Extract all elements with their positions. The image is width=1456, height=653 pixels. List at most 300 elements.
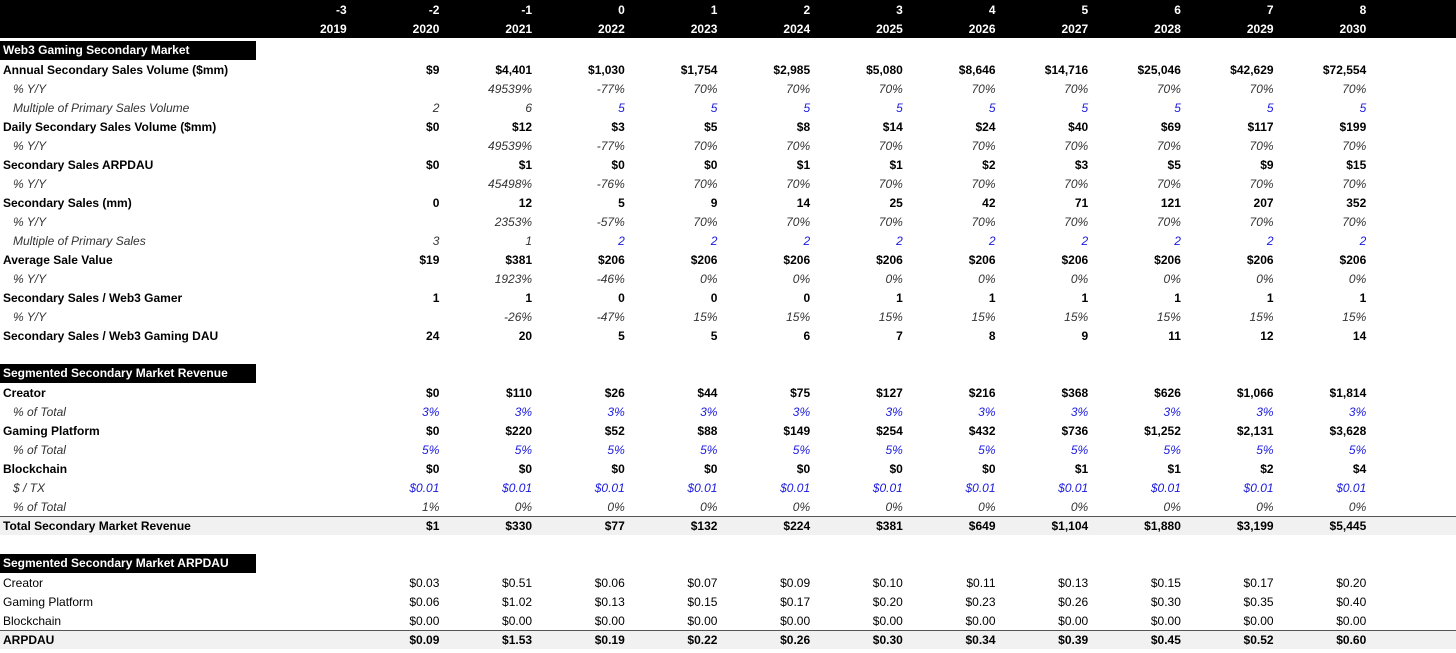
data-cell[interactable]: $0.35 — [1243, 594, 1274, 609]
year-cell[interactable]: 2028 — [1154, 21, 1181, 36]
data-cell[interactable]: $3,628 — [1329, 423, 1367, 438]
data-cell[interactable]: 70% — [693, 214, 718, 229]
row-label[interactable]: % Y/Y — [13, 81, 47, 96]
data-cell[interactable]: $0.11 — [966, 575, 996, 590]
row-label[interactable]: % Y/Y — [13, 176, 47, 191]
data-cell[interactable]: 5 — [803, 100, 811, 115]
data-cell[interactable]: $0.00 — [1243, 613, 1274, 628]
data-cell[interactable]: $254 — [876, 423, 903, 438]
data-cell[interactable]: 70% — [1156, 138, 1181, 153]
data-cell[interactable]: 70% — [1249, 138, 1274, 153]
data-cell[interactable]: -76% — [596, 176, 625, 191]
data-cell[interactable]: 2 — [803, 233, 811, 248]
data-cell[interactable]: 1 — [988, 290, 996, 305]
data-cell[interactable]: 15% — [1064, 309, 1089, 324]
data-cell[interactable]: 1 — [896, 290, 903, 305]
data-cell[interactable]: $206 — [598, 252, 625, 267]
data-cell[interactable]: $0.01 — [409, 480, 440, 495]
data-cell[interactable]: $0.17 — [1243, 575, 1274, 590]
period-offset-cell[interactable]: -1 — [521, 2, 533, 17]
data-cell[interactable]: $0.52 — [1243, 633, 1274, 647]
data-cell[interactable]: 3% — [1163, 404, 1181, 419]
data-cell[interactable]: $1 — [518, 157, 533, 172]
data-cell[interactable]: 3% — [978, 404, 996, 419]
data-cell[interactable]: 2 — [1174, 233, 1181, 248]
data-cell[interactable]: 5% — [422, 442, 440, 457]
data-cell[interactable]: 121 — [1160, 195, 1181, 210]
data-cell[interactable]: 0 — [803, 290, 811, 305]
data-cell[interactable]: 70% — [1064, 176, 1089, 191]
data-cell[interactable]: 0% — [1348, 271, 1367, 286]
data-cell[interactable]: 3% — [1070, 404, 1089, 419]
data-cell[interactable]: $0.00 — [594, 613, 625, 628]
section-title[interactable]: Segmented Secondary Market ARPDAU — [0, 554, 256, 573]
data-cell[interactable]: 0% — [792, 499, 811, 514]
row-label[interactable]: Creator — [3, 385, 46, 400]
period-offset-cell[interactable]: 4 — [988, 2, 996, 17]
data-cell[interactable]: 0% — [514, 499, 533, 514]
data-cell[interactable]: 3% — [700, 404, 718, 419]
data-cell[interactable]: $9 — [426, 62, 440, 77]
data-cell[interactable]: $1 — [796, 157, 811, 172]
data-cell[interactable]: 5 — [1359, 100, 1367, 115]
period-offset-cell[interactable]: -3 — [336, 2, 347, 17]
data-cell[interactable]: $0 — [426, 385, 440, 400]
data-cell[interactable]: 70% — [971, 81, 996, 96]
data-cell[interactable]: 0% — [885, 499, 903, 514]
year-cell[interactable]: 2030 — [1339, 21, 1367, 36]
year-cell[interactable]: 2020 — [412, 21, 440, 36]
data-cell[interactable]: 0 — [618, 290, 625, 305]
data-cell[interactable]: $0.01 — [780, 480, 811, 495]
data-cell[interactable]: 3% — [1348, 404, 1367, 419]
data-cell[interactable]: $0.39 — [1058, 633, 1089, 647]
data-cell[interactable]: 0% — [1070, 271, 1089, 286]
data-cell[interactable]: 5% — [700, 442, 718, 457]
data-cell[interactable]: 5% — [1163, 442, 1181, 457]
period-offset-cell[interactable]: 6 — [1174, 2, 1181, 17]
data-cell[interactable]: $0.26 — [1058, 594, 1089, 609]
data-cell[interactable]: $2 — [982, 157, 996, 172]
data-cell[interactable]: 7 — [896, 328, 903, 343]
data-cell[interactable]: $14,716 — [1044, 62, 1089, 77]
data-cell[interactable]: 5 — [710, 100, 718, 115]
data-cell[interactable]: 12 — [1260, 328, 1274, 343]
data-cell[interactable]: $1,814 — [1329, 385, 1367, 400]
data-cell[interactable]: 9 — [710, 195, 718, 210]
data-cell[interactable]: 352 — [1346, 195, 1367, 210]
data-cell[interactable]: 70% — [1064, 214, 1089, 229]
data-cell[interactable]: $3 — [611, 119, 625, 134]
data-cell[interactable]: $432 — [968, 423, 996, 438]
data-cell[interactable]: 2 — [710, 233, 718, 248]
data-cell[interactable]: 5% — [978, 442, 996, 457]
data-cell[interactable]: $0.01 — [1243, 480, 1274, 495]
data-cell[interactable]: $2,131 — [1236, 423, 1274, 438]
data-cell[interactable]: 14 — [1352, 328, 1367, 343]
section-title[interactable]: Segmented Secondary Market Revenue — [0, 364, 256, 383]
data-cell[interactable]: $626 — [1154, 385, 1181, 400]
row-label[interactable]: Blockchain — [3, 613, 62, 628]
data-cell[interactable]: 1 — [525, 233, 533, 248]
data-cell[interactable]: 0% — [1070, 499, 1089, 514]
data-cell[interactable]: $8,646 — [958, 62, 996, 77]
data-cell[interactable]: 70% — [786, 214, 811, 229]
data-cell[interactable]: 2 — [618, 233, 625, 248]
data-cell[interactable]: $1 — [1167, 461, 1181, 476]
data-cell[interactable]: 70% — [878, 214, 903, 229]
data-cell[interactable]: $0.06 — [594, 575, 625, 590]
row-label[interactable]: % of Total — [13, 404, 66, 419]
data-cell[interactable]: 2 — [1359, 233, 1367, 248]
year-cell[interactable]: 2022 — [598, 21, 625, 36]
data-cell[interactable]: -46% — [596, 271, 625, 286]
data-cell[interactable]: $0.15 — [1150, 575, 1181, 590]
data-cell[interactable]: 3% — [1256, 404, 1274, 419]
data-cell[interactable]: 49539% — [488, 138, 533, 153]
data-cell[interactable]: $5 — [1167, 157, 1181, 172]
data-cell[interactable]: $5,080 — [866, 62, 903, 77]
data-cell[interactable]: $330 — [505, 519, 533, 533]
data-cell[interactable]: $127 — [876, 385, 903, 400]
row-label[interactable]: % Y/Y — [13, 138, 47, 153]
data-cell[interactable]: $1.53 — [502, 633, 533, 647]
data-cell[interactable]: $0.07 — [687, 575, 718, 590]
data-cell[interactable]: 5 — [896, 100, 903, 115]
row-label[interactable]: % of Total — [13, 499, 66, 514]
year-cell[interactable]: 2023 — [690, 21, 718, 36]
data-cell[interactable]: $132 — [690, 519, 718, 533]
data-cell[interactable]: $199 — [1339, 119, 1367, 134]
data-cell[interactable]: $0 — [611, 157, 625, 172]
data-cell[interactable]: -77% — [596, 138, 625, 153]
data-cell[interactable]: $220 — [505, 423, 533, 438]
period-offset-cell[interactable]: 0 — [618, 2, 625, 17]
data-cell[interactable]: $206 — [1339, 252, 1367, 267]
data-cell[interactable]: 1 — [1081, 290, 1089, 305]
data-cell[interactable]: 5 — [618, 328, 625, 343]
data-cell[interactable]: 2 — [988, 233, 996, 248]
data-cell[interactable]: 1 — [525, 290, 533, 305]
data-cell[interactable]: $14 — [882, 119, 903, 134]
data-cell[interactable]: 70% — [693, 176, 718, 191]
year-cell[interactable]: 2021 — [505, 21, 533, 36]
data-cell[interactable]: $1,066 — [1236, 385, 1274, 400]
data-cell[interactable]: 70% — [1156, 81, 1181, 96]
row-label[interactable]: Daily Secondary Sales Volume ($mm) — [3, 119, 217, 134]
row-label[interactable]: Blockchain — [3, 461, 68, 476]
data-cell[interactable]: $2,985 — [773, 62, 811, 77]
year-cell[interactable]: 2026 — [968, 21, 996, 36]
data-cell[interactable]: $1,880 — [1144, 519, 1181, 533]
data-cell[interactable]: 0% — [700, 271, 718, 286]
data-cell[interactable]: $206 — [1061, 252, 1089, 267]
data-cell[interactable]: $0.13 — [1058, 575, 1089, 590]
year-cell[interactable]: 2019 — [319, 21, 347, 36]
data-cell[interactable]: $381 — [876, 519, 903, 533]
data-cell[interactable]: $0.01 — [965, 480, 996, 495]
data-cell[interactable]: 0% — [1256, 271, 1274, 286]
data-cell[interactable]: $0 — [796, 461, 811, 476]
data-cell[interactable]: 70% — [1156, 214, 1181, 229]
data-cell[interactable]: $88 — [697, 423, 718, 438]
data-cell[interactable]: $0 — [518, 461, 533, 476]
data-cell[interactable]: $0.09 — [409, 633, 440, 647]
row-label[interactable]: Gaming Platform — [3, 423, 100, 438]
data-cell[interactable]: $8 — [796, 119, 811, 134]
period-offset-cell[interactable]: 7 — [1266, 2, 1274, 17]
data-cell[interactable]: 5% — [1070, 442, 1089, 457]
data-cell[interactable]: $0.22 — [687, 633, 718, 647]
data-cell[interactable]: 3% — [607, 404, 625, 419]
row-label[interactable]: $ / TX — [13, 480, 46, 495]
data-cell[interactable]: 70% — [1249, 176, 1274, 191]
data-cell[interactable]: $5,445 — [1329, 519, 1367, 533]
row-label[interactable]: Secondary Sales ARPDAU — [3, 157, 154, 172]
period-offset-cell[interactable]: 1 — [710, 2, 718, 17]
data-cell[interactable]: $206 — [783, 252, 811, 267]
data-cell[interactable]: 1 — [1359, 290, 1367, 305]
data-cell[interactable]: 0% — [792, 271, 811, 286]
data-cell[interactable]: $0 — [704, 157, 718, 172]
data-cell[interactable]: 5% — [607, 442, 625, 457]
data-cell[interactable]: $0.15 — [687, 594, 718, 609]
data-cell[interactable]: $0.01 — [594, 480, 625, 495]
period-offset-cell[interactable]: 8 — [1359, 2, 1367, 17]
row-label[interactable]: Secondary Sales (mm) — [3, 195, 132, 210]
data-cell[interactable]: 3% — [514, 404, 533, 419]
data-cell[interactable]: 5 — [710, 328, 718, 343]
year-cell[interactable]: 2027 — [1061, 21, 1089, 36]
data-cell[interactable]: 0% — [885, 271, 903, 286]
data-cell[interactable]: $0.00 — [1150, 613, 1181, 628]
data-cell[interactable]: 45498% — [488, 176, 533, 191]
data-cell[interactable]: 70% — [971, 176, 996, 191]
data-cell[interactable]: $0.00 — [687, 613, 718, 628]
data-cell[interactable]: 0 — [710, 290, 718, 305]
data-cell[interactable]: 5% — [1256, 442, 1274, 457]
data-cell[interactable]: 0% — [700, 499, 718, 514]
data-cell[interactable]: 70% — [878, 138, 903, 153]
data-cell[interactable]: $0.13 — [594, 594, 625, 609]
section-title[interactable]: Web3 Gaming Secondary Market — [0, 41, 256, 60]
data-cell[interactable]: $0.34 — [965, 633, 996, 647]
data-cell[interactable]: $0 — [426, 461, 440, 476]
data-cell[interactable]: $206 — [690, 252, 718, 267]
data-cell[interactable]: 2 — [896, 233, 903, 248]
data-cell[interactable]: 6 — [525, 100, 533, 115]
data-cell[interactable]: 24 — [426, 328, 440, 343]
year-cell[interactable]: 2025 — [876, 21, 903, 36]
data-cell[interactable]: 15% — [878, 309, 903, 324]
data-cell[interactable]: $1,754 — [680, 62, 718, 77]
data-cell[interactable]: $3 — [1074, 157, 1089, 172]
data-cell[interactable]: 1 — [432, 290, 440, 305]
data-cell[interactable]: 1 — [1266, 290, 1274, 305]
data-cell[interactable]: $381 — [505, 252, 533, 267]
data-cell[interactable]: $1,104 — [1051, 519, 1089, 533]
data-cell[interactable]: $15 — [1346, 157, 1367, 172]
data-cell[interactable]: 0% — [1163, 499, 1181, 514]
row-label[interactable]: Multiple of Primary Sales Volume — [13, 100, 190, 115]
data-cell[interactable]: 5% — [885, 442, 903, 457]
data-cell[interactable]: $25,046 — [1137, 62, 1181, 77]
data-cell[interactable]: $40 — [1068, 119, 1089, 134]
data-cell[interactable]: 2353% — [494, 214, 533, 229]
data-cell[interactable]: 6 — [803, 328, 811, 343]
data-cell[interactable]: 0% — [978, 499, 996, 514]
data-cell[interactable]: 0% — [1348, 499, 1367, 514]
row-label[interactable]: Gaming Platform — [3, 594, 94, 609]
data-cell[interactable]: 15% — [1249, 309, 1274, 324]
data-cell[interactable]: 0% — [607, 499, 625, 514]
data-cell[interactable]: $0.20 — [872, 594, 903, 609]
year-cell[interactable]: 2029 — [1246, 21, 1274, 36]
data-cell[interactable]: 11 — [1168, 328, 1181, 343]
data-cell[interactable]: 70% — [1249, 214, 1274, 229]
data-cell[interactable]: 70% — [1249, 81, 1274, 96]
data-cell[interactable]: $0.26 — [780, 633, 811, 647]
data-cell[interactable]: $0.00 — [965, 613, 996, 628]
data-cell[interactable]: 70% — [693, 138, 718, 153]
data-cell[interactable]: $72,554 — [1322, 62, 1367, 77]
data-cell[interactable]: $368 — [1061, 385, 1089, 400]
data-cell[interactable]: $0.30 — [872, 633, 903, 647]
data-cell[interactable]: $117 — [1247, 119, 1274, 134]
data-cell[interactable]: $12 — [512, 119, 533, 134]
data-cell[interactable]: 15% — [1156, 309, 1181, 324]
data-cell[interactable]: $4 — [1352, 461, 1367, 476]
row-label[interactable]: % Y/Y — [13, 309, 47, 324]
data-cell[interactable]: 5 — [1266, 100, 1274, 115]
data-cell[interactable]: -26% — [504, 309, 533, 324]
data-cell[interactable]: 5 — [618, 100, 625, 115]
data-cell[interactable]: 2 — [1266, 233, 1274, 248]
data-cell[interactable]: $216 — [968, 385, 996, 400]
data-cell[interactable]: -57% — [596, 214, 625, 229]
data-cell[interactable]: $24 — [975, 119, 996, 134]
data-cell[interactable]: $26 — [604, 385, 625, 400]
data-cell[interactable]: $1 — [1074, 461, 1089, 476]
data-cell[interactable]: $0.09 — [780, 575, 811, 590]
data-cell[interactable]: $44 — [697, 385, 718, 400]
data-cell[interactable]: 70% — [878, 176, 903, 191]
data-cell[interactable]: $0.30 — [1150, 594, 1181, 609]
period-offset-cell[interactable]: -2 — [428, 2, 440, 17]
data-cell[interactable]: 1923% — [494, 271, 533, 286]
data-cell[interactable]: 0 — [432, 195, 440, 210]
data-cell[interactable]: -77% — [596, 81, 625, 96]
data-cell[interactable]: $75 — [790, 385, 811, 400]
data-cell[interactable]: $0.45 — [1150, 633, 1181, 647]
data-cell[interactable]: $0.00 — [1058, 613, 1089, 628]
data-cell[interactable]: 3 — [432, 233, 440, 248]
data-cell[interactable]: 1% — [422, 499, 440, 514]
data-cell[interactable]: $649 — [968, 519, 996, 533]
data-cell[interactable]: $1,252 — [1144, 423, 1181, 438]
data-cell[interactable]: $206 — [1246, 252, 1274, 267]
row-label[interactable]: % Y/Y — [13, 271, 47, 286]
row-label[interactable]: Total Secondary Market Revenue — [3, 519, 191, 533]
data-cell[interactable]: 5 — [1174, 100, 1181, 115]
data-cell[interactable]: $1 — [889, 157, 903, 172]
data-cell[interactable]: 9 — [1081, 328, 1089, 343]
data-cell[interactable]: $0.17 — [780, 594, 811, 609]
data-cell[interactable]: 15% — [971, 309, 996, 324]
data-cell[interactable]: $0.01 — [1058, 480, 1089, 495]
data-cell[interactable]: 70% — [1342, 176, 1367, 191]
data-cell[interactable]: 14 — [796, 195, 811, 210]
period-offset-cell[interactable]: 5 — [1081, 2, 1089, 17]
data-cell[interactable]: $42,629 — [1230, 62, 1274, 77]
data-cell[interactable]: $206 — [968, 252, 996, 267]
data-cell[interactable]: $110 — [506, 385, 533, 400]
data-cell[interactable]: 70% — [1342, 81, 1367, 96]
data-cell[interactable]: 0% — [1163, 271, 1181, 286]
data-cell[interactable]: 25 — [889, 195, 903, 210]
data-cell[interactable]: 70% — [786, 138, 811, 153]
data-cell[interactable]: 5 — [988, 100, 996, 115]
data-cell[interactable]: 3% — [792, 404, 811, 419]
data-cell[interactable]: 5% — [514, 442, 533, 457]
data-cell[interactable]: $224 — [783, 519, 811, 533]
data-cell[interactable]: 70% — [1064, 81, 1089, 96]
data-cell[interactable]: 70% — [1342, 214, 1367, 229]
data-cell[interactable]: $0 — [426, 119, 440, 134]
data-cell[interactable]: $0.19 — [594, 633, 625, 647]
data-cell[interactable]: $0 — [426, 157, 440, 172]
data-cell[interactable]: $0.01 — [502, 480, 533, 495]
data-cell[interactable]: $0 — [889, 461, 903, 476]
period-offset-cell[interactable]: 3 — [896, 2, 903, 17]
data-cell[interactable]: 5% — [792, 442, 811, 457]
data-cell[interactable]: 15% — [1342, 309, 1367, 324]
data-cell[interactable]: 12 — [518, 195, 533, 210]
data-cell[interactable]: 3% — [422, 404, 440, 419]
data-cell[interactable]: 8 — [988, 328, 996, 343]
data-cell[interactable]: $206 — [1154, 252, 1181, 267]
data-cell[interactable]: 70% — [878, 81, 903, 96]
data-cell[interactable]: $52 — [604, 423, 625, 438]
data-cell[interactable]: 70% — [693, 81, 718, 96]
data-cell[interactable]: $0.01 — [1336, 480, 1367, 495]
data-cell[interactable]: 5% — [1348, 442, 1367, 457]
data-cell[interactable]: $0.00 — [872, 613, 903, 628]
data-cell[interactable]: $0.60 — [1336, 633, 1367, 647]
row-label[interactable]: ARPDAU — [3, 633, 55, 647]
data-cell[interactable]: $0.40 — [1336, 594, 1367, 609]
data-cell[interactable]: $0.51 — [502, 575, 533, 590]
data-cell[interactable]: $0 — [982, 461, 996, 476]
data-cell[interactable]: $77 — [604, 519, 625, 533]
data-cell[interactable]: $0 — [704, 461, 718, 476]
data-cell[interactable]: 0% — [1256, 499, 1274, 514]
data-cell[interactable]: $736 — [1061, 423, 1089, 438]
data-cell[interactable]: 20 — [518, 328, 533, 343]
data-cell[interactable]: $0.01 — [1150, 480, 1181, 495]
data-cell[interactable]: 15% — [693, 309, 718, 324]
data-cell[interactable]: 70% — [1342, 138, 1367, 153]
period-offset-cell[interactable]: 2 — [803, 2, 811, 17]
data-cell[interactable]: 2 — [432, 100, 440, 115]
row-label[interactable]: Secondary Sales / Web3 Gaming DAU — [3, 328, 219, 343]
data-cell[interactable]: $0.20 — [1336, 575, 1367, 590]
data-cell[interactable]: 71 — [1074, 195, 1089, 210]
data-cell[interactable]: 3% — [885, 404, 903, 419]
row-label[interactable]: Annual Secondary Sales Volume ($mm) — [3, 62, 229, 77]
data-cell[interactable]: $0.01 — [872, 480, 903, 495]
data-cell[interactable]: $0.03 — [409, 575, 440, 590]
